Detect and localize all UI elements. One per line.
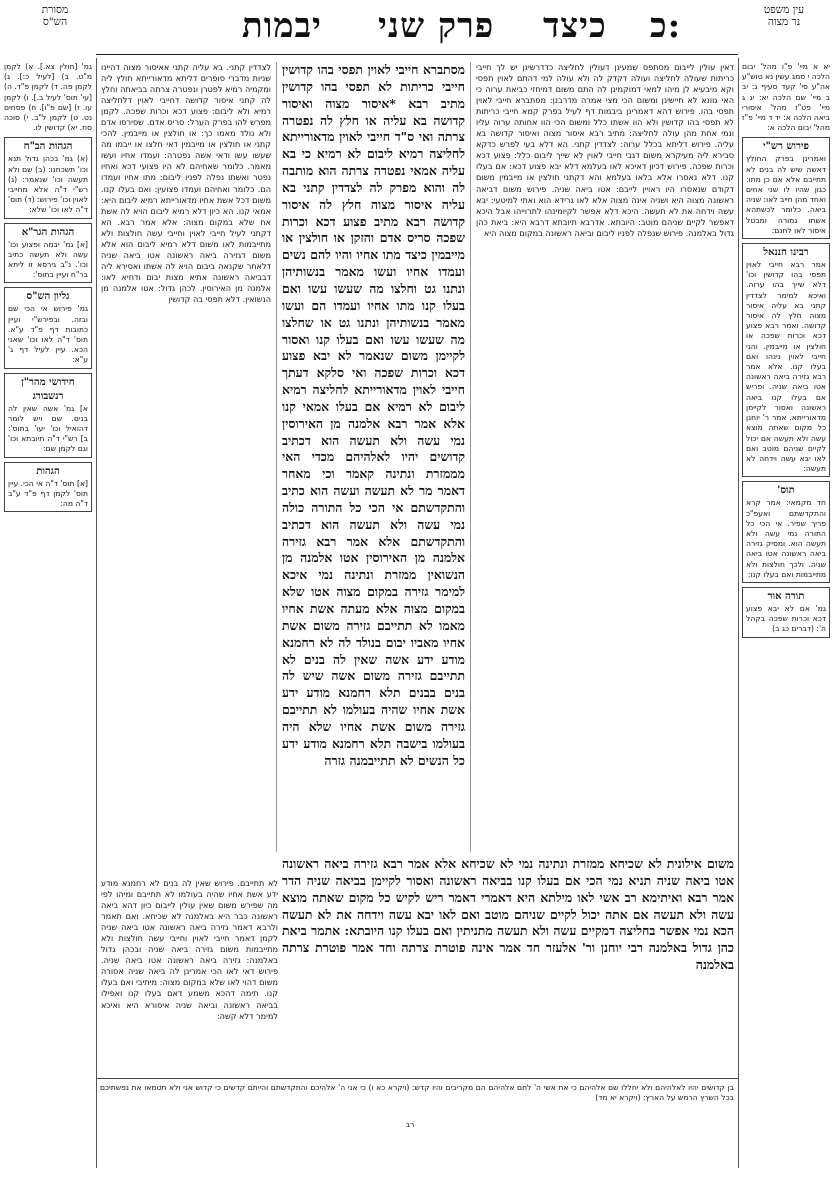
chapter-name: כיצד: [543, 6, 607, 46]
torah-or-title: תורה אור: [767, 590, 805, 602]
rashi-box: [742, 137, 830, 239]
gilyon-box: [4, 287, 92, 368]
tosafot-box: [742, 481, 830, 583]
tosafot-commentary: דאין עולין לייבום מסתפס שמעינן דעולין לחליצה כדדרשינן יש לך חייבי כריתות שעולה לחליצה ועולה דקדק לה ולא עולה למי דהתם לאוין תפסי וקא מיבעיא לן מיהו למאי דמוקמינן לה התם משום דמיחזי כביאת ערוה כי האי גוונא לא חיישינן ומשום הכי מצי אמרה מדרבנן: מסתברא חייבי לאוין תפסי בהו. פירוש דהא דאמרינן ביבמות דף לעיל בפרק קמא חייבי כריתות לא תפסי בהו קדושין ולא הוו אשתו כלל ומשום הכי הוו אחותה ערוה עליו ונמי אחת מהן עולה לחליצה: מתיב רבא איסור מצוה ואיסור קדושה בא עליה. פירוש דליתא בכלל ערוה: לצדדין קתני. הא דלא בעי לפרש כדקא סבירא ליה מעיקרא משום דגבי חייבי לאוין לא שייך ליבום כלל: פצוע דכא וכרות שפכה. פירוש דכיון דאיכא לאו בעלמא דלא יבא פצוע דכא: אם בעלו קנו. דלא נאסרו אלא בלאו בעלמא והא דקתני חולצין או מייבמין משום דקודם שנאסרו היו ראויין לייבם: אטו ביאה שניה. פירוש משום דביאה ראשונה מצוה היא ושניה אינה מצוה אלא לאו גרידא הוא ואתי למיטעי: יבא עשה וידחה את לא תעשה. היכא דלא אפשר לקיומינהו לתרוייהו אבל היכא דאפשר לקיים שניהם מוטב: היובתא. אדרבא תיובתא דרבא היא: ביאת כהן גדול באלמנה. פירוש שנפלה לפניו ליבום וביאה ראשונה במקום מצוה היא: [476, 62, 734, 238]
gilyon-title: גליון הש"ס: [26, 291, 70, 303]
rashi-box-text: ואמרינן בפרק החולץ דאשה שיש לה בנים לא תתייבם אלא אם כן מתו: כגון שהיו לו שני אחים ואחד מהן חייב לאו: שניה ביאה. כלומר לכשתהא אשתו גמורה ומבטל איסור לאו לחנם:: [746, 154, 826, 235]
footer-rule: [96, 1078, 738, 1079]
rashi-commentary: לצדדין קתני. בא עליה קתני אאיסור מצוה דהיינו שניות מדברי סופרים דליתא מדאורייתא חולץ ליה ומקמיה רמיא לפטרן ונפטרה צרתה בביאתה וחלץ לה קתני איסור קדושה דחייבי לאוין דלחליצה רמיא ולא ליבום: פצוע דכא וכרות שפכה. לקמן מפרש להו בפרק הערל: סריס אדם. שסירסו אדם ולא נולד מאמו כך: או חולצין או מייבמין. להכי קתני או חולצין או מייבמין דאי חלצו או ייבמו מה שעשו עשו ודאי אשה נפטרה: ועמדו אחיו ועשו מאמר. כלומר שאחיהם לא היו פצועי דכא ואחיו נפטר ואשתו נפלה לפניו ליבום: מתו אחיו ועמדו הם. כלומר ואחיהם ועמדו פצועין: ואם בעלו קנו. משום דכל אשת אחיו מדאורייתא רמיא ליבום היא: אמאי קנו. הא כיון דלא רמיא ליבום הויא לה אשת אח שלא במקום מצוה: אלא אמר רבא. הא דקתני לעיל חייבי לאוין וחייבי עשה חולצות ולא מתייבמות לאו משום דלא רמיא ליבום הוא אלא משום דגזירה ביאה ראשונה אטו ביאה שניה דלאחר שקנאה ביבום הויא לה אשתו ואסירא ליה דבביאה ראשונה אתיא מצות יבום ודחיא לאו: אלמנה מן האירוסין. לכהן גדול: אטו אלמנה מן הנשואין. דלא תפסי בה קדושין: [101, 62, 271, 304]
hagahot-box: [4, 462, 92, 513]
daf-number: כ:: [650, 6, 682, 46]
gemara-text-bottom: משום אילונית לא שכיחא ממזרת ונתינה נמי לא שכיחא אלא אמר רבא גזירה ביאה ראשונה אטו ביאה שניה תניא נמי הכי אם בעלו קנו בביאה ראשונה ואסור לקיימן בביאה שניה הדר אמר רבא ואיתימא רב אשי לאו מילתא היא דאמרי דאמר ריש לקיש כל מקום שאתה מוצא עשה ולא תעשה אם אתה יכול לקיים שניהם מוטב ואם לאו יבא עשה וידחה את לא תעשה הכא נמי אפשר בחליצה דמקיים עשה ולא תעשה מתניתין ואם בעלו קנו היובתא: אתמר ביאת כהן גדול באלמנה רבי יוחנן ור' אלעזר חד אמר אינה פוטרת צרתה וחד אמר פוטרת צרתה באלמנה: [282, 856, 734, 973]
hagahot-gra-title: הגהות הגר"א: [21, 226, 75, 238]
torah-or-text: גמ' אם לא יבא פצוע דכא וכרות שפכה בקהל ה': (דברים כג ב): [746, 603, 826, 634]
perek-title: פרק שני: [378, 6, 495, 46]
header-rule: [96, 54, 738, 55]
gemara-text: מסתברא חייבי לאוין תפסי בהו קדושין חייבי כריתות לא תפסי בהו קדושין מתיב רבא *איסור מצוה ואיסור קדושה בא עליה או חלץ לה נפטרה צרתה ואי ס"ד חייבי לאוין מדאורייתא לחליצה רמיא ליבום לא רמיא כי בא עליה אמאי נפטרה צרתה הוא מותבה לה והוא מפרק לה לצדדין קתני בא עליה איסור מצוה חלץ לה איסור קדושה רבא מתיב פצוע דכא וכרות שפכה סריס אדם והזקן או חולצין או מייבמין כיצד מתו אחיו והיו להם נשים ועמדו אחיו ועשו מאמר בנשותיהן ונתנו גט וחלצו מה שעשו עשו ואם בעלו קנו מתו אחיו ועמדו הם ועשו מאמר בנשותיהן ונתנו גט או שחלצו מה שעשו עשו ואם בעלו קנו ואסור לקיימן משום שנאמר לא יבא פצוע דכא וכרות שפכה ואי סלקא דעתך חייבי לאוין מדאורייתא לחליצה רמיא ליבום לא רמיא אם בעלו אמאי קנו אלא אמר רבא אלמנה מן האירוסין נמי עשה ולא תעשה הוא דכתיב קדושים יהיו לאלהיהם מכדי האי מממזרת ונתינה קאמר וכי מאחר דאמר מר לא תעשה ועשה הוא כתיב והתקדשתם אי הכי כל התורה כולה נמי עשה ולא תעשה הוא דכתיב והתקדשתם אלא אמר רבא גזירה אלמנה מן האירוסין אטו אלמנה מן הנשואין ממזרת ונתינה נמי איכא למימר גזירה במקום מצוה אטו שלא במקום מצוה אלא מעתה אשת אחיו מאמו לא תתייבם גזירה משום אשת אחיו מאביו יבום בנולד לה לא רחמנא מודע ידע אשה שאין לה בנים לא תתייבם גזירה משום אשה שיש לה בנים בבנים תלא רחמנא מודע ידע אשת אחיו שהיה בעולמו לא תתייבם גזירה משום אשת אחיו שלא היה בעולמו בישבה תלא רחמנא מודע ידע כל הנשים לא תתייבמנה גזרה: [282, 62, 465, 768]
torah-or-box: [742, 587, 830, 638]
hagahot-title: הגהות: [36, 465, 60, 477]
rabbeinu-box: [742, 243, 830, 477]
ein-mishpat: יא א מיי' פ"ו מהל' יבום הלכה י סמג עשין נא טוש"ע אה"ע סי' קעד סעיף ג: יב ב מיי' שם הלכה יא: יג ג מיי' פט"ז מהל' איסורי ביאה הלכה א: יד ד מיי' פ"ז מהל' יבום הלכה א:: [742, 62, 830, 133]
rabbeinu-text: אמר רבא חייבי לאוין תפסי בהו קדושין וכו' דלא שייך בהו ערוה. ואיכא למימר לצדדין קתני בא עליה איסור מצוה חלץ לה איסור קדושה. ואמר רבא פצוע דכא וכרות שפכה או חולצין או מייבמין. והני חייבי לאוין נינהו ואם בעלו קנו. אלא אמר רבא גזירה ביאה ראשונה אטו ביאה שניה. ופריש אם בעלו קנו ביאה ראשונה ואסור לקיימן מדאורייתא. אמר ר' יוחנן כל מקום שאתה מוצא עשה ולא תעשה אם יכול לקיים שניהם מוטב ואם לאו יבא עשה וידחה לא תעשה:: [746, 260, 826, 474]
tosafot-column-rule: [470, 62, 471, 852]
hagahot-gra-box: [4, 223, 92, 284]
masoret-label: מסורת הש"ס: [41, 4, 69, 28]
tractate-title: יבמות: [242, 6, 322, 46]
page-header: [0, 0, 834, 58]
left-margin: [4, 62, 92, 1112]
hagahot-text: [א] תוס' ד"ה אי הכי. עיין תוס' לקמן דף פ"ד ע"ב ד"ה מה:: [8, 478, 88, 509]
right-margin-rule: [738, 58, 739, 1168]
rabbeinu-title: רבינו חננאל: [763, 247, 809, 259]
right-margin: [742, 62, 830, 1112]
page-signature: רב: [405, 1120, 415, 1129]
hagahot-bach-title: הגהות הב"ח: [23, 141, 73, 153]
ein-mishpat-label: עין משפט נר מצוה: [763, 4, 805, 28]
tosafot-box-text: חד מקמאי: אמר קרא והתקדשתם ואעפ"כ פריך שפיר. אי הכי כל התורה נמי עשה ולא תעשה הוא. ומסיק גזירה ביאה ראשונה אטו ביאה שניה. ולכך חולצות ולא מתייבמות ואם בעלו קנו:: [746, 498, 826, 579]
tosafot-box-title: תוס': [777, 485, 795, 497]
tosafot-continuation-left: לא תתייבם. פירוש שאין לה בנים לא רחמנא מודע ידע אשת אחיו שהיה בעולמו לא תתייבם ומיהו לפי מה שפירש משום שאין עולין לייבום כיון דהא ביאה ראשונה כבר היא באלמנה לא שכיחא. ואם תאמר ולרבא דאמר גזירה ביאה ראשונה אטו ביאה שניה לקמן דאמר חייבי לאוין וחייבי עשה חולצות ולא מתייבמות משום גזירה ביאה שניה ובכהן גדול באלמנה: גזירה ביאה ראשונה אטו ביאה שניה. פירוש דאי לאו הכי אמרינן לה ביאה שניה אסורה משום דהוי לאו שלא במקום מצוה: מיתיבי ואם בעלו קנו. תימה דהכא משמע דאם בעלו קנו ואפילו בביאה ראשונה וביאה שניה איסורא היא ואיכא למימר דלא קשה:: [101, 878, 278, 1021]
left-margin-rule: [96, 58, 97, 1168]
rashi-column-rule: [276, 62, 277, 852]
hagahot-bach-box: [4, 137, 92, 218]
torah-or-verse: בן קדושים יהיו לאלהיהם ולא יחללו שם אלהיהם כי את אשי ה' לחם אלהיהם הם מקריבים והיו קדש: (ויקרא כא ו) כי אני ה' אלהיכם והתקדשתם והייתם קדשים כי קדוש אני ולא תטמאו את נפשתיכם בכל השרץ הרמש על הארץ: (ויקרא יא מד): [100, 1083, 734, 1103]
hagahot-gra-text: [א] גמ' יבמה ופצוע וכו' עשה ולא תעשה כתיב וכו'. נ"ב גירסא זו ליתא בר"ח ועיין בתוס':: [8, 239, 88, 280]
maharan-text: א] גמ' אשה שאין לה בנים. שם ויש לומר דהואיל וכו' יעו' בתוס': ב] רש"י ד"ה תיובתא וכו' וגם לקמן שם:: [8, 403, 88, 454]
gilyon-text: גמ' פירוש אי הכי שם ובזה. ובפירש"י ועיין כתובות דף פ"ד ע"א. תוס' ד"ה לאו וכו' שאני הכא. עיין לעיל דף ג' ע"א:: [8, 304, 88, 365]
maharan-box: [4, 373, 92, 458]
masoret-hashas: גמ' [חולין צא.]. א) לקמן מ"ט. ב) [לעיל כ:]. ג) לקמן פה. ד) לקמן פ"ד. ה) [עי' תוס' לעיל ב.]. ו) לקמן עו. ז) [שם פ"ו]. ח) פסחים נט. ט) לקמן ל"ב. י) סוכה סח. יא) קדושין לו.: [4, 62, 92, 133]
maharan-title: חידושי מהר"ן רנשבורג: [21, 376, 75, 402]
hagahot-bach-text: (א) גמ' בכהן גדול תנא וכו' תשכחנו: (ב) שם ולא תעשה וכו' שנאמר: (ג) רש"י ד"ה אלא מחייבי לאוין וכו' פירוש: (ד) תוס' ד"ה לאו וכו' שלא:: [7, 154, 88, 215]
rashi-box-title: פירוש רש"י: [763, 141, 809, 153]
